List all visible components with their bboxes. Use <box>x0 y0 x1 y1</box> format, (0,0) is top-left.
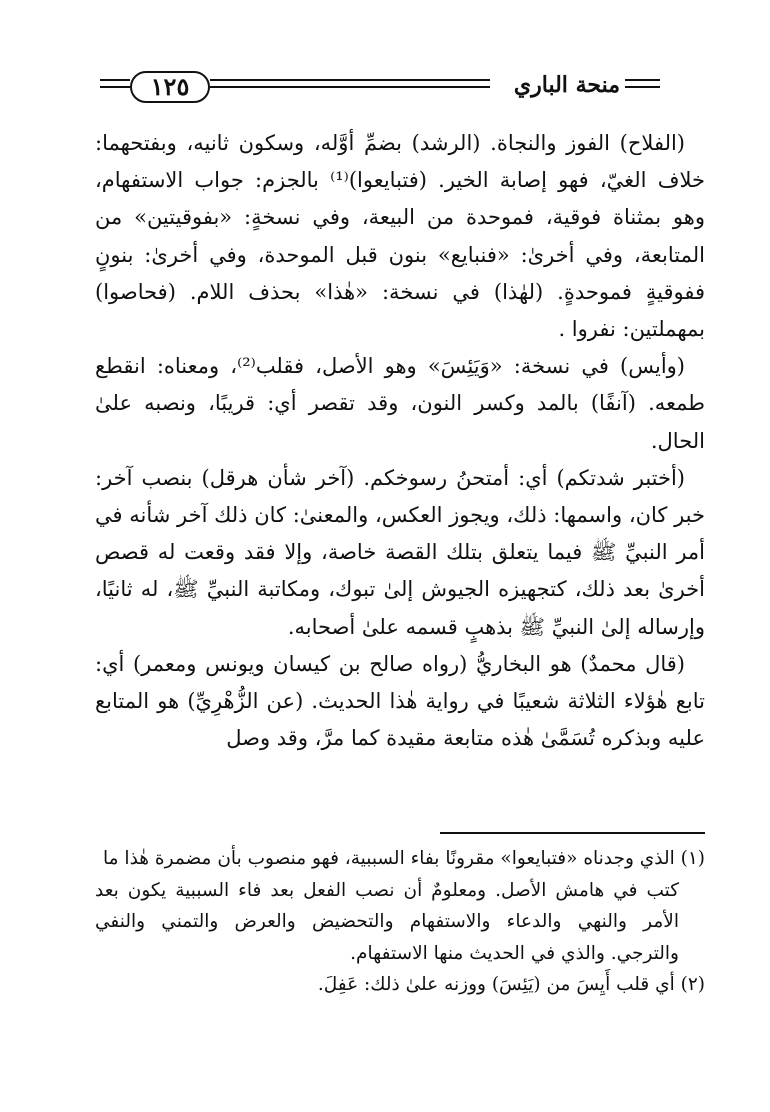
paragraph: (وأيس) في نسخة: «وَيَئِسَ» وهو الأصل، فقلب⁽²⁾، ومعناه: انقطع طمعه. (آنفًا) بالمد وكسر النون، وقد تقصر أي: قريبًا، ونصبه علىٰ الحال. <box>95 354 705 453</box>
header-rule-bottom-left <box>100 86 130 88</box>
header-rule-top-left <box>100 79 130 81</box>
book-title: منحة الباري <box>513 72 620 98</box>
paragraph: (قال محمدٌ) هو البخاريُّ (رواه صالح بن كيسان ويونس ومعمر) أي: تابع هٰؤلاء الثلاثة شعيبًا في رواية هٰذا الحديث. (عن الزُّهْرِيِّ) هو المتابع عليه وبذكره تُسَمَّىٰ هٰذه متابعة مقيدة كما مرَّ، وقد وصل <box>95 651 705 751</box>
footnote-text: الذي وجدناه «فتبايعوا» مقرونًا بفاء السببية، فهو منصوب بأن مضمرة هٰذا ما <box>103 848 675 869</box>
footnote-2 <box>95 969 705 1001</box>
header-rule-top-right <box>625 79 660 81</box>
main-text <box>95 125 705 757</box>
header-rule-bottom-right <box>625 86 660 88</box>
page-header <box>100 68 660 108</box>
footnotes <box>95 843 705 1001</box>
footnote-1-continuation: كتب في هامش الأصل. ومعلومٌ أن نصب الفعل بعد فاء السببية يكون بعد الأمر والنهي والدعاء والاستفهام والتحضيض والعرض والتمني والنفي والترجي. والذي في الحديث منها الاستفهام. <box>95 879 679 964</box>
header-rule-bottom <box>210 86 490 88</box>
paragraph: (الفلاح) الفوز والنجاة. (الرشد) بضمِّ أوَّله، وسكون ثانيه، وبفتحهما: خلاف الغيّ، فهو إصابة الخير. (فتبايعوا)⁽¹⁾ بالجزم: جواب الاستفهام، وهو بمثناة فوقية، فموحدة من البيعة، وفي نسخةٍ: «بفوقيتين» من المتابعة، وفي أخرىٰ: «فنبايع» بنون قبل الموحدة، وفي أخرىٰ: بنونٍ ففوقيةٍ فموحدةٍ. (لهٰذا) في نسخة: «هٰذا» بحذف اللام. (فحاصوا) بمهملتين: نفروا . <box>95 131 705 342</box>
header-rule-top <box>210 79 490 81</box>
footnote-1 <box>95 843 705 875</box>
footnote-marker: (٢) <box>680 974 705 995</box>
footnote-marker: (١) <box>680 848 705 869</box>
page-number: ١٢٥ <box>130 71 210 103</box>
paragraph: (أختبر شدتكم) أي: أمتحنُ رسوخكم. (آخر شأن هرقل) بنصب آخر: خبر كان، واسمها: ذلك، ويجوز العكس، والمعنىٰ: كان ذلك آخر شأنه في أمر النبيِّ ﷺ فيما يتعلق بتلك القصة خاصة، وإلا فقد وقعت له قصص أخرىٰ بعد ذلك، كتجهيزه الجيوش إلىٰ تبوك، ومكاتبة النبيِّ ﷺ، له ثانيًا، وإرساله إلىٰ النبيِّ ﷺ بذهبٍ قسمه علىٰ أصحابه. <box>95 465 705 639</box>
footnote-divider <box>440 832 705 834</box>
footnote-text: أي قلب أَيِسَ من (يَئِسَ) ووزنه علىٰ ذلك: عَفِلَ. <box>317 974 675 995</box>
